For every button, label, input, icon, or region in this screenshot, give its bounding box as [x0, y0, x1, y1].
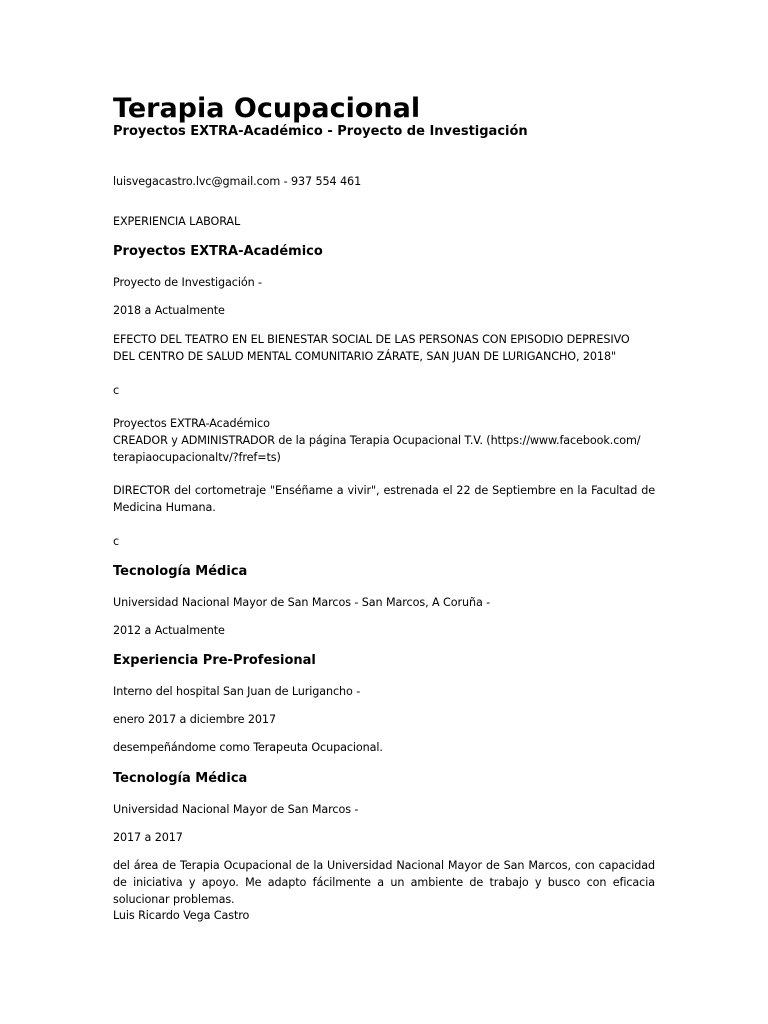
creator-line2: terapiaocupacionaltv/?fref=ts)	[113, 451, 281, 464]
proyectos-description-line1: EFECTO DEL TEATRO EN EL BIENESTAR SOCIAL DE LAS PERSONAS CON EPISODIO DEPRESIVO	[113, 333, 630, 346]
education1-dates: 2012 a Actualmente	[113, 624, 225, 637]
proyectos-role: Proyecto de Investigación -	[113, 276, 262, 289]
heading-tecnologia-medica-1: Tecnología Médica	[113, 564, 248, 579]
proyectos-dates: 2018 a Actualmente	[113, 304, 225, 317]
proyectos-marker: c	[113, 384, 120, 397]
director-text: DIRECTOR del cortometraje "Enséñame a vivir", estrenada el 22 de Septiembre en la Facultad de Medicina Humana.	[113, 484, 655, 514]
education2-institution: Universidad Nacional Mayor de San Marcos -	[113, 803, 359, 816]
preprofesional-role: Interno del hospital San Juan de Lurigancho -	[113, 685, 361, 698]
creator-line1: CREADOR y ADMINISTRADOR de la página Terapia Ocupacional T.V. (https://www.facebook.com/	[113, 434, 641, 447]
education1-institution: Universidad Nacional Mayor de San Marcos - San Marcos, A Coruña -	[113, 596, 491, 609]
signature-name: Luis Ricardo Vega Castro	[113, 909, 250, 922]
heading-proyectos: Proyectos EXTRA-Académico	[113, 244, 323, 259]
proyectos-description-line2: DEL CENTRO DE SALUD MENTAL COMUNITARIO ZÁRATE, SAN JUAN DE LURIGANCHO, 2018"	[113, 350, 617, 363]
section-label-experiencia: EXPERIENCIA LABORAL	[113, 215, 241, 228]
education2-dates: 2017 a 2017	[113, 831, 183, 844]
proyectos-marker-2: c	[113, 535, 120, 548]
page-subtitle: Proyectos EXTRA-Académico - Proyecto de Investigación	[113, 124, 528, 139]
page-title: Terapia Ocupacional	[113, 93, 421, 124]
preprofesional-dates: enero 2017 a diciembre 2017	[113, 713, 276, 726]
education2-description: del área de Terapia Ocupacional de la Universidad Nacional Mayor de San Marcos, con capacidad de iniciativa y apoyo. Me adapto fácilmente a un ambiente de trabajo y busco con eficacia solucionar problemas.	[113, 859, 655, 906]
heading-experiencia-preprofesional: Experiencia Pre-Profesional	[113, 653, 316, 668]
proyectos-extra-label: Proyectos EXTRA-Académico	[113, 417, 270, 430]
contact-info: luisvegacastro.lvc@gmail.com - 937 554 461	[113, 175, 362, 188]
heading-tecnologia-medica-2: Tecnología Médica	[113, 771, 248, 786]
preprofesional-description: desempeñándome como Terapeuta Ocupacional.	[113, 741, 383, 754]
